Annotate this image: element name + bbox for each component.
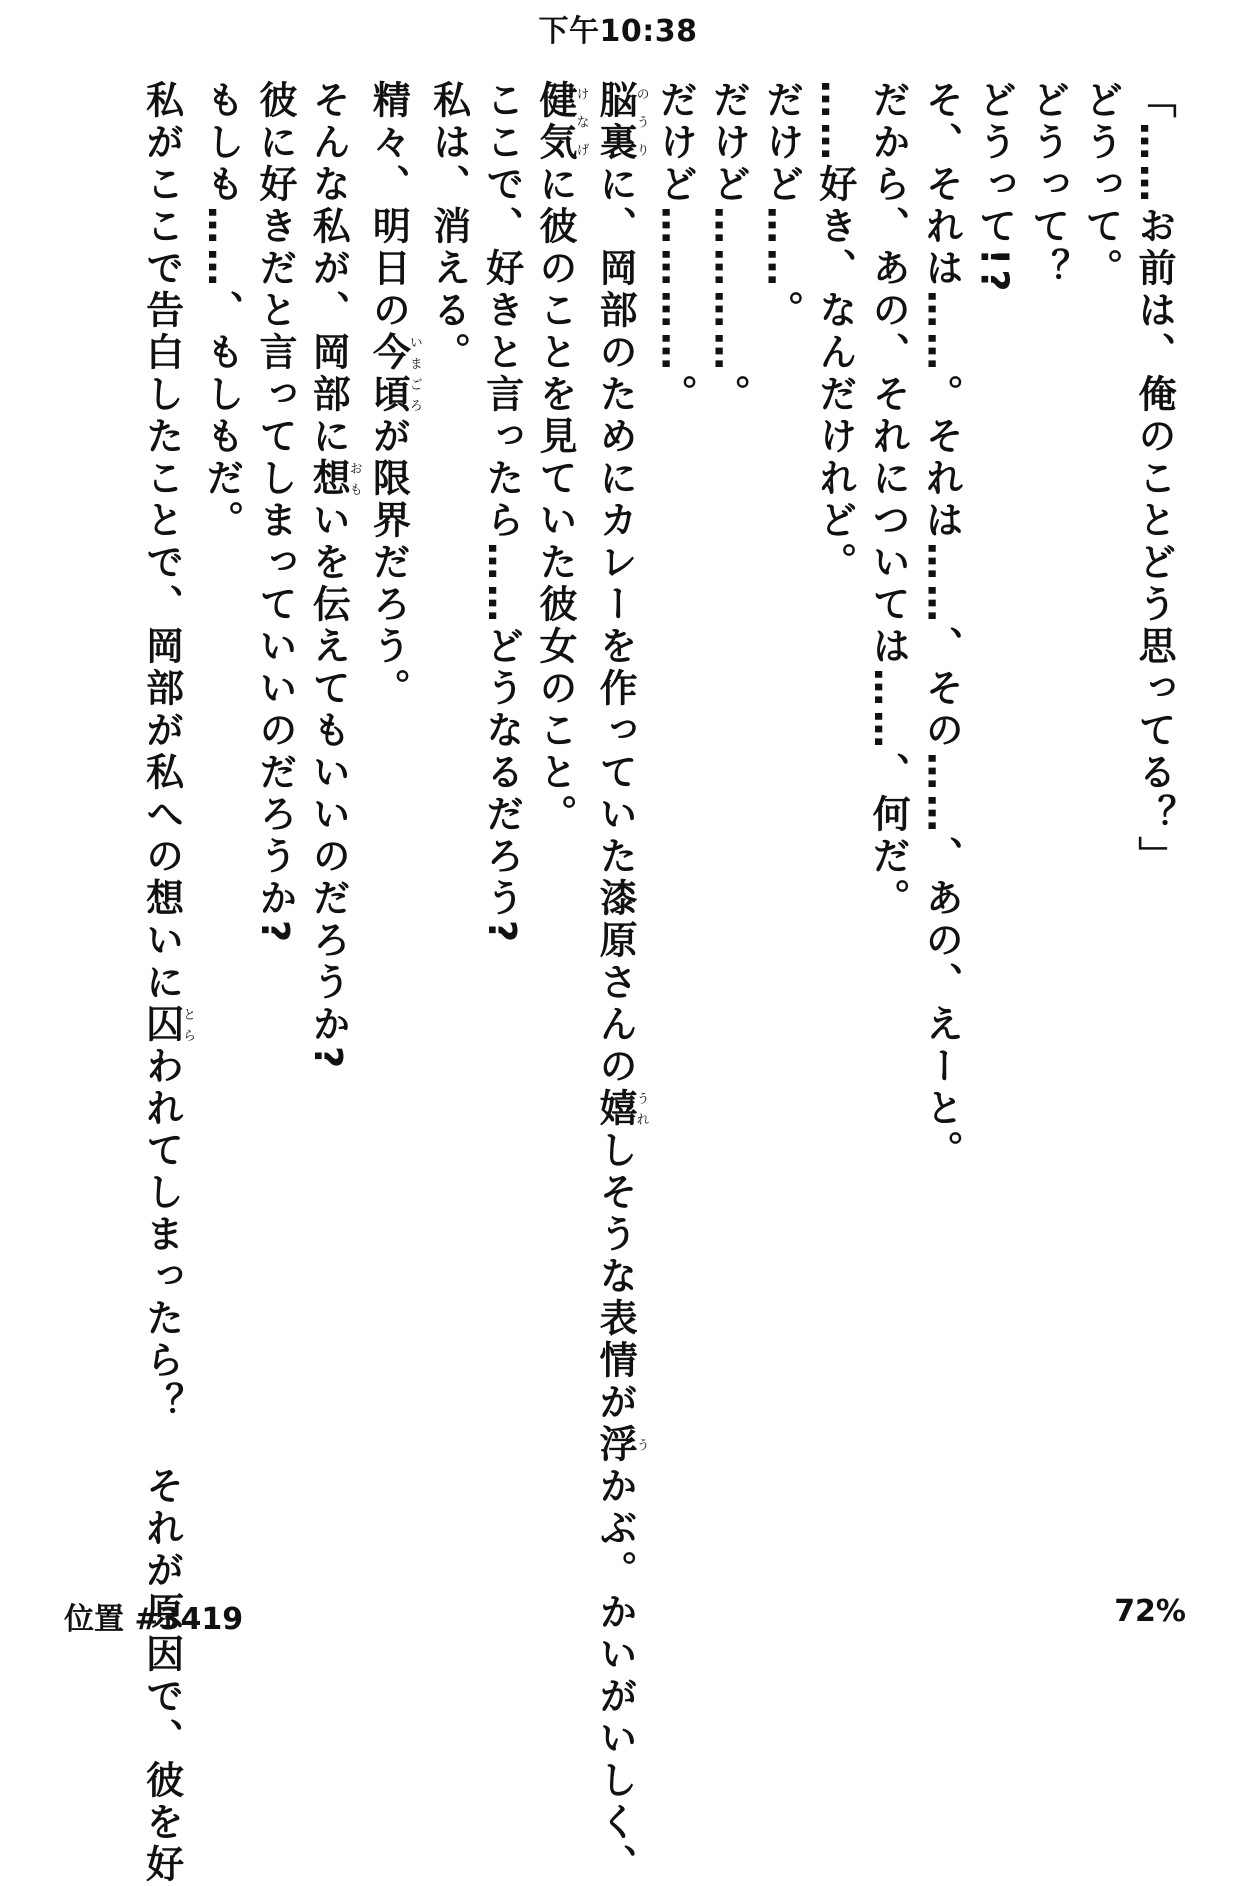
ruby-word: 脳裏のうり xyxy=(593,80,649,164)
ruby-word: 想おも xyxy=(306,458,362,500)
text-line: どうって!? xyxy=(972,80,1017,296)
text-line: そ、それは……。それは……、その……、あの、えーと。 xyxy=(919,80,964,1172)
ruby-word: 囚とら xyxy=(139,1004,196,1046)
text-line: 「……お前は、俺のことどう思ってる？」 xyxy=(1132,80,1176,878)
text-line-nouri: 脳裏のうりに、岡部のためにカレーを作っていた漆原さんの嬉うれしそうな表情が浮うかぶ。かいがいしく、 xyxy=(593,80,649,1886)
ruby-word: 健気けなげ xyxy=(532,80,589,164)
furigana: おも xyxy=(346,458,362,500)
text-line: 私は、消える。 xyxy=(426,80,471,374)
furigana: うれ xyxy=(633,1088,649,1130)
ruby-word: 嬉うれ xyxy=(593,1088,649,1130)
location-indicator[interactable]: 位置 #3419 xyxy=(64,1602,244,1637)
text-line: だから、あの、それについては……、何だ。 xyxy=(866,80,911,920)
text-line: どうって？ xyxy=(1025,80,1070,290)
text-line: どうって。 xyxy=(1078,80,1123,290)
furigana: けなげ xyxy=(573,80,589,164)
progress-percent[interactable]: 72% xyxy=(1114,1594,1186,1629)
text-line: もしも……、もしもだ。 xyxy=(199,80,244,542)
text-line: ここで、好きと言ったら……どうなるだろう? xyxy=(479,80,524,947)
furigana: とら xyxy=(180,1004,196,1046)
text-line: だけど…………。 xyxy=(653,80,698,416)
furigana: いまごろ xyxy=(406,332,422,416)
text-line-seisei: 精々、明日の今頃いまごろが限界だろう。 xyxy=(366,80,422,710)
furigana: のうり xyxy=(633,80,649,164)
text-line: だけど……。 xyxy=(759,80,804,332)
status-time: 下午10:38 xyxy=(538,14,698,49)
text-line-sonna: そんな私が、岡部に想おもいを伝えてもいいのだろうか? xyxy=(306,80,362,1073)
ruby-word: 今頃いまごろ xyxy=(366,332,422,416)
text-line: ……好き、なんだけれど。 xyxy=(812,80,857,584)
text-line: 彼に好きだと言ってしまっていいのだろうか? xyxy=(253,80,297,947)
text-line: だけど…………。 xyxy=(706,80,751,416)
ruby-word: 浮う xyxy=(593,1424,649,1466)
furigana: う xyxy=(633,1424,649,1466)
text-line-kenage: 健気けなげに彼のことを見ていた彼女のこと。 xyxy=(532,80,589,836)
text-line-last: 私がここで告白したことで、岡部が私への想いに囚とらわれてしまったら？ それが原因で、彼を好 xyxy=(139,80,196,1886)
